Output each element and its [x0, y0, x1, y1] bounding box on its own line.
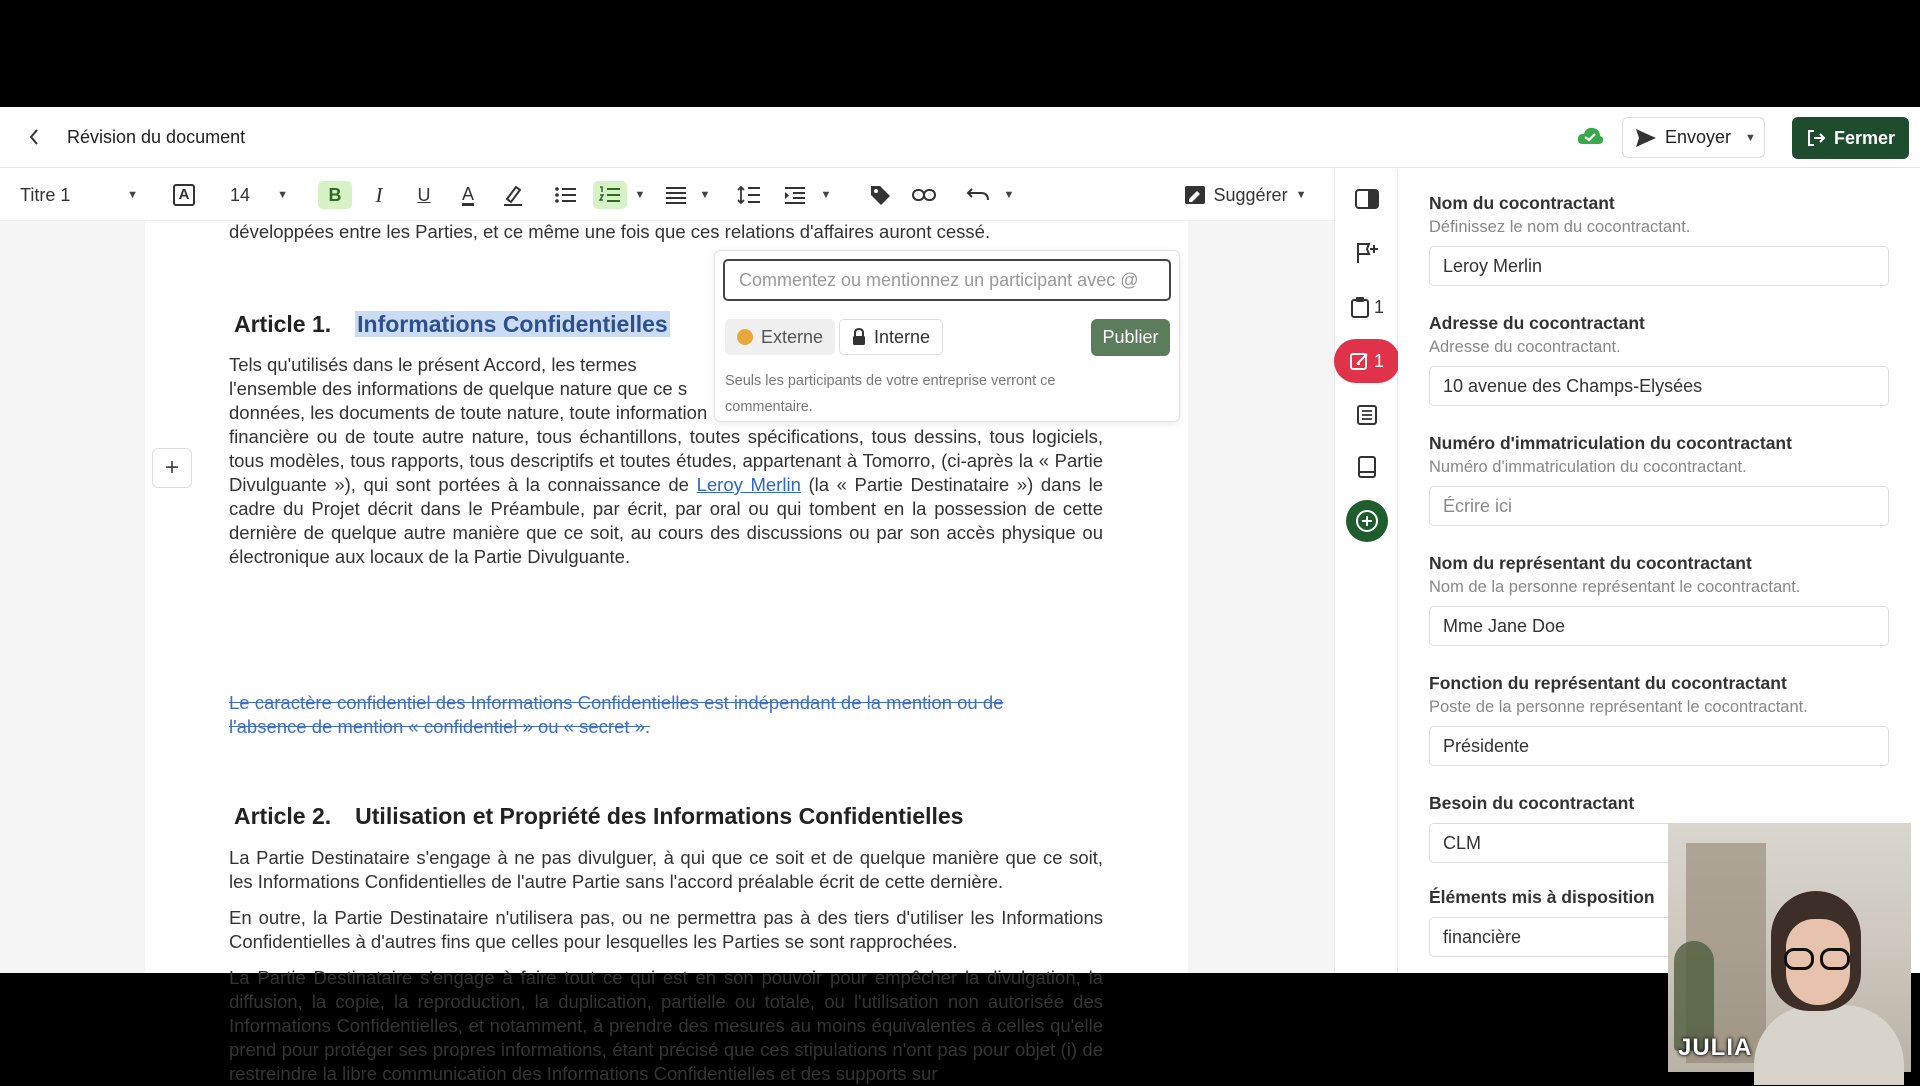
- field-contractor-address: [1429, 313, 1889, 406]
- text-line: données, les documents de toute nature, toute information: [229, 402, 708, 423]
- field-representative-role: [1429, 673, 1889, 766]
- chevron-down-icon: ▼: [277, 189, 288, 201]
- chevron-left-icon: [28, 128, 40, 146]
- contractor-name-input[interactable]: Leroy Merlin: [1429, 246, 1889, 286]
- italic-button[interactable]: [366, 181, 392, 209]
- text-line: l'ensemble des informations de quelque nature que ce s: [229, 378, 688, 399]
- undo-button[interactable]: [965, 181, 991, 209]
- field-contractor-name: [1429, 193, 1889, 286]
- undo-options[interactable]: [1002, 181, 1016, 209]
- style-select-value: Titre 1: [20, 184, 71, 205]
- highlight-button[interactable]: [499, 181, 527, 209]
- chevron-down-icon: ▼: [820, 189, 832, 201]
- article-number: Article 2.: [234, 803, 332, 829]
- tasks-button[interactable]: [1343, 285, 1391, 329]
- list-icon: [1357, 405, 1377, 425]
- comments-button[interactable]: [1346, 500, 1388, 542]
- indent-options[interactable]: [819, 181, 833, 209]
- panel-toggle-icon: [1355, 189, 1379, 209]
- representative-role-input[interactable]: Présidente: [1429, 726, 1889, 766]
- publish-button[interactable]: Publier: [1091, 319, 1170, 356]
- paragraph: développées entre les Parties, et ce même une fois que ces relations d'affaires auront cessé.: [229, 221, 991, 242]
- paragraph: En outre, la Partie Destinataire n'utilisera pas, ou ne permettra pas à des tiers d'utiliser les Informations Confidentielles à d'autres fins que celles pour lesquelles les Parties se sont rapprochées.: [229, 907, 1103, 952]
- text-run: (la « Partie Destinataire ») dans le cadre du Projet décrit dans le Préambule, par écrit, par oral ou qui tombent en la possession de cette dernière de quelque autre manière que ce soit, au cours des discussions ou par son accès physique ou électronique aux locaux de la Partie Divulguante.: [229, 474, 1104, 567]
- edit-suggestion-icon: [1350, 351, 1370, 371]
- field-label: Adresse du cocontractant: [1429, 313, 1645, 333]
- visibility-external-option[interactable]: [725, 319, 835, 355]
- field-label: Numéro d'immatriculation du cocontractant: [1429, 433, 1792, 453]
- flag-button[interactable]: [1343, 231, 1391, 275]
- library-button[interactable]: [1343, 445, 1391, 489]
- book-icon: [1358, 456, 1376, 478]
- party-link[interactable]: Leroy Merlin: [696, 474, 801, 495]
- field-label: Besoin du cocontractant: [1429, 793, 1635, 813]
- send-icon: [1635, 128, 1657, 148]
- formatting-toolbar: [0, 169, 1334, 221]
- close-button[interactable]: [1792, 117, 1909, 159]
- chevron-down-icon: ▼: [699, 189, 711, 201]
- align-button[interactable]: [663, 181, 689, 209]
- registration-number-input[interactable]: Écrire ici: [1429, 486, 1889, 526]
- suggested-deletion[interactable]: Le caractère confidentiel des Informations Confidentielles est indépendant de la mention ou de l'absence de mention « confidentiel » ou « secret ».: [229, 692, 1004, 737]
- comment-popup: [714, 250, 1180, 422]
- indent-button[interactable]: [782, 181, 808, 209]
- contractor-need-select[interactable]: CLM: [1429, 823, 1889, 863]
- underline-icon: U: [417, 184, 431, 205]
- text-color-icon: A: [461, 183, 474, 204]
- chevron-down-icon: ▼: [1295, 189, 1307, 201]
- align-options[interactable]: [698, 181, 712, 209]
- field-label: Nom du cocontractant: [1429, 193, 1615, 213]
- send-label: Envoyer: [1665, 127, 1732, 147]
- field-help: Adresse du cocontractant.: [1429, 338, 1621, 356]
- line-spacing-button[interactable]: [736, 181, 762, 209]
- highlighter-icon: [502, 184, 524, 206]
- field-label: Nom du représentant du cocontractant: [1429, 553, 1752, 573]
- external-label: Externe: [761, 326, 824, 347]
- link-icon: [912, 188, 936, 202]
- glasses-icon: [1784, 948, 1854, 970]
- field-registration-number: [1429, 433, 1889, 526]
- tasks-count: 1: [1373, 296, 1384, 317]
- align-justify-icon: [665, 186, 687, 204]
- back-button[interactable]: [22, 125, 46, 149]
- tag-icon: [869, 184, 891, 206]
- field-help: Définissez le nom du cocontractant.: [1429, 218, 1691, 236]
- top-bar: [0, 107, 1920, 168]
- line-spacing-icon: [737, 185, 761, 205]
- article-title: Utilisation et Propriété des Informations Confidentielles: [355, 803, 964, 829]
- bullet-list-button[interactable]: [553, 181, 579, 209]
- add-comment-icon: [1355, 509, 1379, 533]
- lock-icon: [852, 328, 866, 346]
- bold-button[interactable]: [318, 181, 352, 209]
- video-person-body: [1754, 1005, 1904, 1085]
- italic-icon: I: [375, 182, 383, 207]
- tag-button[interactable]: [867, 181, 893, 209]
- chevron-down-icon: ▼: [127, 189, 138, 201]
- representative-name-input[interactable]: Mme Jane Doe: [1429, 606, 1889, 646]
- field-help: Numéro d'immatriculation du cocontractant.: [1429, 458, 1747, 476]
- numbered-list-button[interactable]: [593, 181, 627, 209]
- article-heading: [234, 311, 670, 338]
- exit-icon: [1806, 129, 1826, 147]
- font-size-select[interactable]: [230, 181, 288, 209]
- field-help: Poste de la personne représentant le cocontractant.: [1429, 698, 1808, 716]
- provided-elements-select[interactable]: financière: [1429, 917, 1889, 957]
- add-block-button[interactable]: [152, 448, 192, 488]
- visibility-note: Seuls les participants de votre entreprise verront ce commentaire.: [725, 373, 1056, 415]
- field-representative-name: [1429, 553, 1889, 646]
- bullet-list-icon: [555, 186, 577, 204]
- globe-icon: [737, 329, 753, 345]
- paragraph: La Partie Destinataire s'engage à ne pas divulguer, à qui que ce soit et de quelque manière que ce soit, les Informations Confidentielles de l'autre Partie sans l'accord préalable écrit de cette dernière.: [229, 847, 1103, 892]
- indent-icon: [784, 186, 806, 204]
- comment-input[interactable]: [723, 259, 1171, 301]
- style-select[interactable]: [20, 181, 138, 209]
- text-style-button[interactable]: [172, 181, 196, 209]
- side-icon-rail: [1334, 169, 1398, 973]
- page-title: Révision du document: [67, 127, 246, 147]
- chevron-down-icon: ▼: [1745, 131, 1756, 144]
- internal-label: Interne: [874, 326, 931, 347]
- numbered-list-options[interactable]: [633, 181, 647, 209]
- text-run: financière ou de toute autre nature, tous échantillons, toutes spécifications, tous dessins, tous logiciels, tous modèles, tous rapports, tous descriptifs et toutes études, appartenant à Tomorro, (ci-après la « Partie Divulguante »), qui sont portées à la connaissance de: [229, 426, 1103, 495]
- flag-plus-icon: [1355, 242, 1379, 264]
- font-size-value: 14: [230, 184, 251, 205]
- text-line: Tels qu'utilisés dans le présent Accord, les termes: [229, 354, 637, 375]
- clipboard-icon: [1350, 296, 1370, 318]
- text-color-button[interactable]: [455, 181, 481, 209]
- visibility-internal-option[interactable]: [839, 319, 943, 355]
- bold-icon: B: [328, 184, 342, 205]
- link-button[interactable]: [911, 181, 937, 209]
- suggestions-button[interactable]: [1334, 339, 1400, 383]
- suggestions-count: 1: [1373, 350, 1384, 371]
- suggest-mode-button[interactable]: [1178, 181, 1312, 209]
- outline-button[interactable]: [1343, 393, 1391, 437]
- field-help: Nom de la personne représentant le cocontractant.: [1429, 578, 1801, 596]
- participant-name: JULIA: [1678, 1034, 1753, 1061]
- cloud-check-icon: [1576, 124, 1604, 148]
- article-heading: [234, 803, 963, 830]
- selected-heading-text: Informations Confidentielles: [357, 311, 668, 337]
- toggle-panel-button[interactable]: [1343, 177, 1391, 221]
- chevron-down-icon: ▼: [1003, 189, 1015, 201]
- article-number: Article 1.: [234, 311, 332, 337]
- chevron-down-icon: ▼: [634, 189, 646, 201]
- field-label: Fonction du représentant du cocontractant: [1429, 673, 1787, 693]
- text-style-icon: A: [173, 184, 195, 206]
- participant-video: [1668, 823, 1911, 1072]
- numbered-list-icon: [599, 186, 621, 204]
- underline-button[interactable]: [411, 181, 437, 209]
- close-label: Fermer: [1833, 127, 1896, 148]
- paragraph: La Partie Destinataire s'engage à faire tout ce qui est en son pouvoir pour empêcher la divulgation, la diffusion, la copie, la reproduction, la duplication, partielle ou totale, ou l'utilisation non autorisée des Informations Confidentielles, et notamment, à prendre des mesures au moins équivalentes à celles qu'elle prend pour protéger ses propres informations, étant précisé que ces stipulations n'ont pas pour objet (i) de restreindre la libre communication des Informations Confidentielles et des supports sur: [229, 967, 1103, 1084]
- suggest-edit-icon: [1184, 185, 1206, 205]
- contractor-address-input[interactable]: 10 avenue des Champs-Elysées: [1429, 366, 1889, 406]
- field-label: Éléments mis à disposition: [1429, 887, 1655, 907]
- undo-icon: [966, 187, 990, 203]
- plus-icon: +: [164, 454, 179, 481]
- send-button[interactable]: [1622, 117, 1765, 158]
- suggest-label: Suggérer: [1213, 184, 1288, 205]
